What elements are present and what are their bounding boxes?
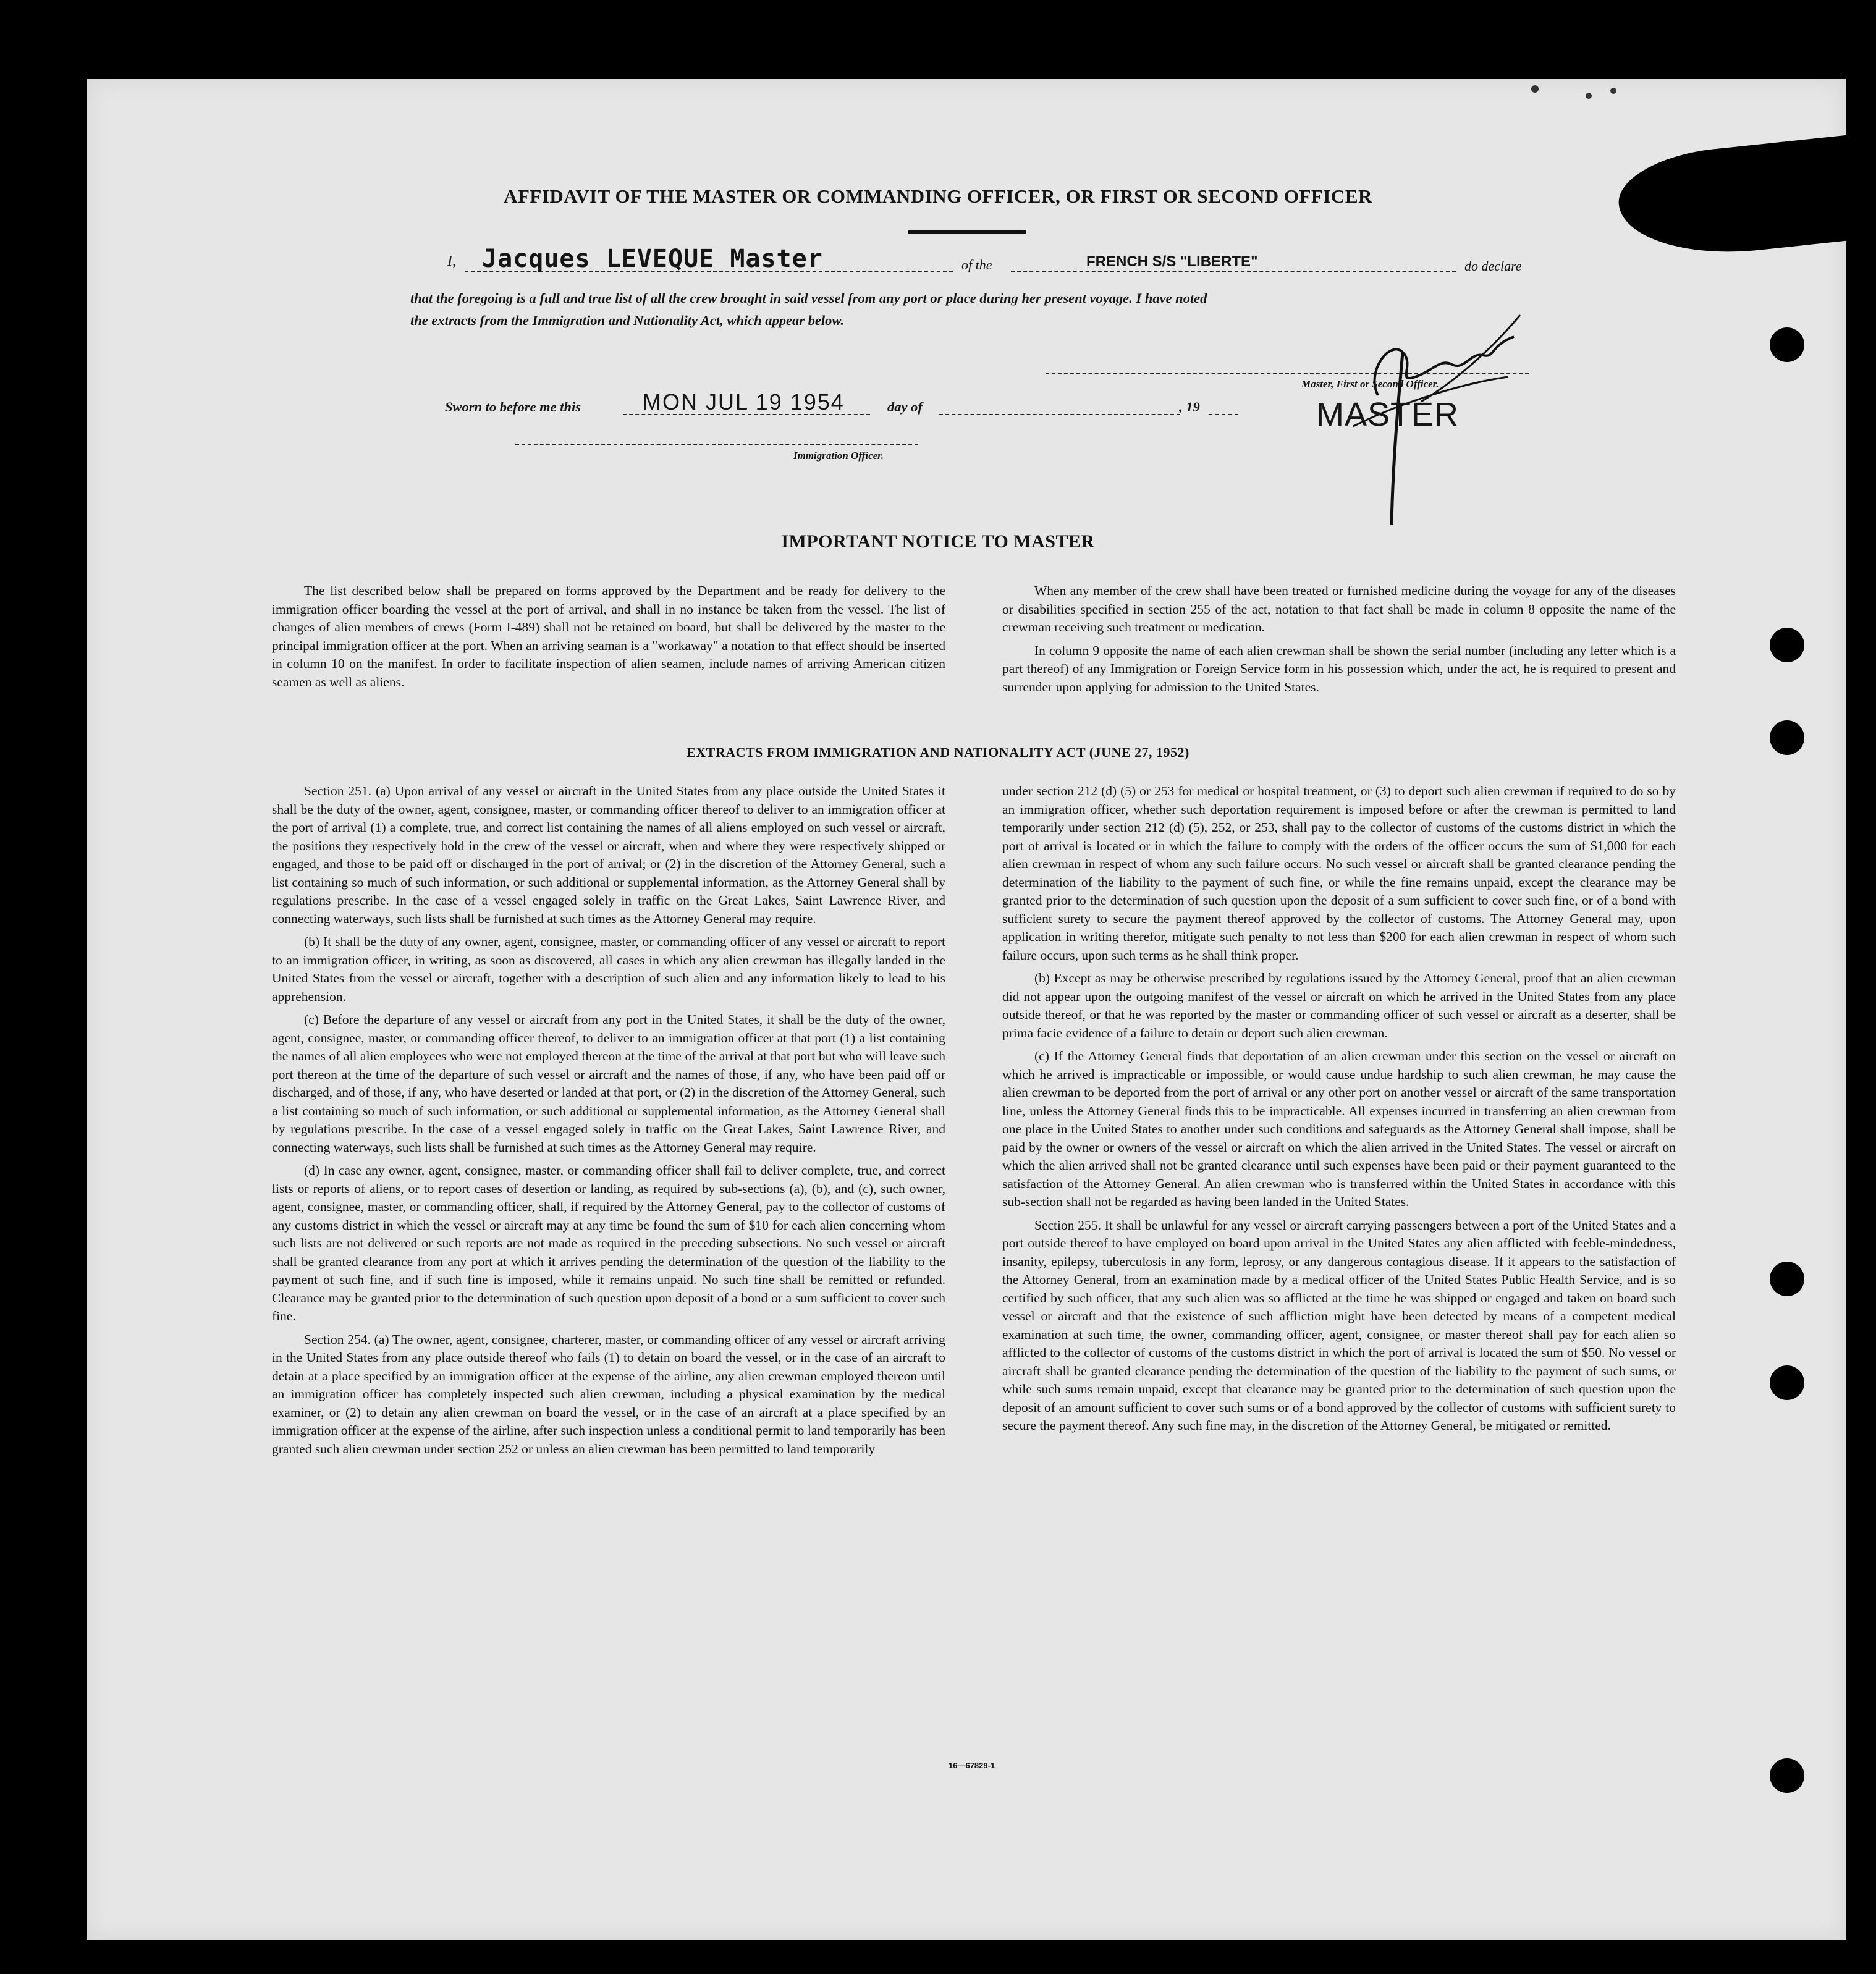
section-paragraph: Section 254. (a) The owner, agent, consignee, charterer, master, or commanding officer of any vessel or aircraft arriving in the United States from any place outside thereof who fails (1) to detain on board the vessel, or in the case of an aircraft to detain at a place specified by an immigration officer at the expense of the airline, any alien crewman employed thereon until an immigration officer has completely inspected such alien crewman, including a physical examination by the medical examiner, or (2) to detain any alien crewman on board the vessel, or in the case of an aircraft at a place specified by an immigration officer at the expense of the airline, after such inspection unless a conditional permit to land temporarily has been granted such alien crewman under section 252 or unless an alien crewman has been permitted to land temporarily (272, 1331, 945, 1456)
section-paragraph: under section 212 (d) (5) or 253 for medical or hospital treatment, or (3) to deport such alien crewman if required to do so by an immigration officer, whether such deportation requirement is imposed before or after the crewman is permitted to land temporarily under section 212 (d) (5), 252, or 253, shall pay to the collector of customs of the customs district in which the port of arrival is located or in which the failure to comply with the orders of the officer occurs the sum of $1,000 for each alien crewman in respect of whom any such failure occurs. No such vessel or aircraft shall be granted clearance pending the determination of the liability to the payment of such fine, or while the fine remains unpaid, except the clearance may be granted prior to the determination of such question upon the deposit of a sum sufficient to cover such fine, or of a bond with sufficient surety to secure the payment thereof approved by the collector of customs. The Attorney General may, upon application in writing therefor, mitigate such penalty to not less than $200 for each alien crewman in respect of whom such failure occurs, upon such terms as he shall think proper. (1002, 783, 1676, 963)
section-paragraph: Section 255. It shall be unlawful for any vessel or aircraft carrying passengers between a port of the United States and a port outside thereof to have employed on board upon arrival in the United States any alien afflicted with feeble-mindedness, insanity, epilepsy, tuberculosis in any form, leprosy, or any dangerous contagious disease. If it appears to the satisfaction of the Attorney General, from an examination made by a medical officer of the United States Public Health Service, and is so certified by such officer, that any such alien was so afflicted at the time he was shipped or engaged and taken on board such vessel or aircraft and that the existence of such affliction might have been detected by means of a competent medical examination at such time, the owner, commanding officer, agent, consignee, or master thereof shall pay for each alien so afflicted to the collector of customs of the customs district in which the port of arrival is located the sum of $50. No vessel or aircraft shall be granted clearance pending the determination of the question of the liability to the payment of such sums, or while such sums remain unpaid, except that clearance may be granted prior to the determination of such question upon the deposit of an amount sufficient to cover such sums or of a bond approved by the collector of customs with sufficient surety to secure the payment thereof. Any such fine may, in the discretion of the Attorney General, be mitigated or remitted. (1002, 1217, 1676, 1433)
day-of-label: day of (887, 399, 923, 415)
notice-title: IMPORTANT NOTICE TO MASTER (781, 531, 1095, 552)
immigration-officer-line (515, 444, 918, 445)
punch-hole (1770, 1758, 1804, 1793)
section-paragraph: (b) Except as may be otherwise prescribed by regulations issued by the Attorney General, proof that an alien crewman did not appear upon the outgoing manifest of the vessel or aircraft on which he arrived in the United States from any place outside thereof, or that he was reported by the master or commanding officer of such vessel or aircraft as a deserter, shall be prima facie evidence of a failure to detain or deport such alien crewman. (1002, 971, 1676, 1040)
officer-signature-line (1046, 373, 1529, 374)
extracts-left-column (272, 782, 945, 1463)
ink-speck (1610, 88, 1616, 94)
sworn-label: Sworn to before me this (445, 399, 581, 415)
name-typed: Jacques LEVEQUE Master (482, 245, 823, 273)
extracts-right-column (1002, 782, 1676, 1440)
month-field (939, 398, 1180, 415)
year-prefix: , 19 (1179, 399, 1200, 415)
affidavit-extracts-line: the extracts from the Immigration and Nationality Act, which appear below. (410, 313, 845, 328)
sworn-date-stamp: MON JUL 19 1954 (643, 389, 845, 415)
master-stamp: MASTER (1316, 396, 1460, 433)
section-paragraph: (b) It shall be the duty of any owner, agent, consignee, master, or commanding officer of any vessel or aircraft to report to an immigration officer, in writing, as soon as discovered, all cases in which any alien crewman has illegally landed in the United States from the vessel or aircraft, together with a description of such alien and any information likely to lead to his apprehension. (272, 934, 945, 1004)
notice-paragraph: In column 9 opposite the name of each alien crewman shall be shown the serial number (including any letter which is a part thereof) of any Immigration or Foreign Service form in his possession which, under the act, he is required to present and surrender upon applying for admission to the United States. (1002, 643, 1676, 694)
section-paragraph: (c) Before the departure of any vessel or aircraft from any port in the United States, it shall be the duty of the owner, agent, consignee, master, or commanding officer thereof, to deliver to an immigration officer at that port (1) a list containing the names of all alien employees who were not employed thereon at the time of the arrival at that port but who will leave such port thereon at the time of the departure of such vessel or aircraft and the names of those, if any, who have been paid off or discharged, and of those, if any, who have deserted or landed at that port, or (2) in the discretion of the Attorney General, such a list containing so much of such information, or such additional or supplemental information, as the Attorney General shall by regulations prescribe. In the case of a vessel engaged solely in traffic on the Great Lakes, Saint Lawrence River, and connecting waterways, such lists shall be furnished at such times as the Attorney General may require. (272, 1012, 945, 1155)
punch-hole (1770, 1262, 1804, 1296)
notice-left-column (272, 582, 945, 696)
i-label: I, (447, 253, 456, 269)
section-paragraph: Section 251. (a) Upon arrival of any vessel or aircraft in the United States from any place outside the United States it shall be the duty of the owner, agent, consignee, master, or commanding officer thereof to deliver to an immigration officer at the port of arrival (1) a complete, true, and correct list containing the names of all aliens employed on such vessel or aircraft, the positions they respectively hold in the crew of the vessel or aircraft, when and where they were respectively shipped or engaged, and those to be paid off or discharged in the port of arrival; or (2) in the discretion of the Attorney General, such a list containing so much of such information, or such additional or supplemental information, as the Attorney General shall by regulations prescribe. In the case of a vessel engaged solely in traffic on the Great Lakes, Saint Lawrence River, and connecting waterways, such lists shall be furnished at such times as the Attorney General may require. (272, 783, 945, 926)
notice-paragraph: When any member of the crew shall have been treated or furnished medicine during the voyage for any of the diseases or disabilities specified in section 255 of the act, notation to that fact shall be made in column 8 opposite the name of the crewman receiving such treatment or medication. (1002, 583, 1676, 635)
extracts-title: EXTRACTS FROM IMMIGRATION AND NATIONALITY ACT (JUNE 27, 1952) (687, 744, 1189, 760)
title-rule (908, 230, 1026, 234)
officer-caption: Master, First or Second Officer. (1301, 378, 1439, 390)
notice-paragraph: The list described below shall be prepared on forms approved by the Department and be ready for delivery to the immigration officer boarding the vessel at the port of arrival, and shall in no instance be taken from the vessel. The list of changes of alien members of crews (Form I-489) shall not be retained on board, but shall be delivered by the master to the principal immigration officer at the port. When an arriving seaman is a "workaway" a notation to that effect should be inserted in column 10 on the manifest. In order to facilitate inspection of alien seamen, include names of arriving American citizen seamen as well as aliens. (272, 583, 945, 690)
form-number: 16—67829-1 (949, 1761, 995, 1770)
section-paragraph: (c) If the Attorney General finds that deportation of an alien crewman under this section on the vessel or aircraft on which he arrived is impracticable or impossible, or would cause undue hardship to such alien crewman, he may cause the alien crewman to be deported from the port of arrival or any other port on another vessel or aircraft of the same transportation line, unless the Attorney General finds this to be impracticable. All expenses incurred in transferring an alien crewman from one place in the United States to another under such conditions and safeguards as the Attorney General shall impose, shall be paid by the owner or owners of the vessel or aircraft on which the alien arrived in the United States. The vessel or aircraft on which the alien arrived shall not be granted clearance until such expenses have been paid or their payment guaranteed to the satisfaction of the Attorney General. An alien crewman who is transferred within the United States in accordance with this sub-section shall not be regarded as having been landed in the United States. (1002, 1048, 1676, 1209)
of-the-label: of the (961, 257, 992, 272)
punch-hole (1770, 327, 1804, 362)
affidavit-declaration-line: that the foregoing is a full and true list of all the crew brought in said vessel from any port or place during her present voyage. I have noted (410, 290, 1207, 306)
notice-right-column (1002, 582, 1676, 701)
ink-speck (1531, 85, 1539, 93)
ink-speck (1586, 93, 1592, 99)
affidavit-title: AFFIDAVIT OF THE MASTER OR COMMANDING OFFICER, OR FIRST OR SECOND OFFICER (504, 185, 1372, 207)
section-paragraph: (d) In case any owner, agent, consignee, master, or commanding officer shall fail to deliver complete, true, and correct lists or reports of aliens, or to report cases of desertion or landing, as required by sub-sections (a), (b), and (c), such owner, agent, consignee, master, or commanding officer, shall, if required by the Attorney General, pay to the collector of customs of any customs district in which the vessel or aircraft may at any time be found the sum of $10 for each alien concerning whom such lists are not delivered or such reports are not made as required in the preceding subsections. No such vessel or aircraft shall be granted clearance from any port at which it arrives pending the determination of the question of the liability to the payment of such fine, and if such fine is imposed, while it remains unpaid. No such fine shall be remitted or refunded. Clearance may be granted prior to the determination of such question upon deposit of a bond or a sum sufficient to cover such fine. (272, 1163, 945, 1323)
do-declare: do declare (1464, 258, 1522, 274)
vessel-typed: FRENCH S/S "LIBERTE" (1086, 253, 1258, 270)
year-field (1209, 398, 1238, 415)
punch-hole (1770, 1365, 1804, 1400)
immigration-caption: Immigration Officer. (793, 450, 884, 462)
punch-hole (1770, 628, 1804, 662)
